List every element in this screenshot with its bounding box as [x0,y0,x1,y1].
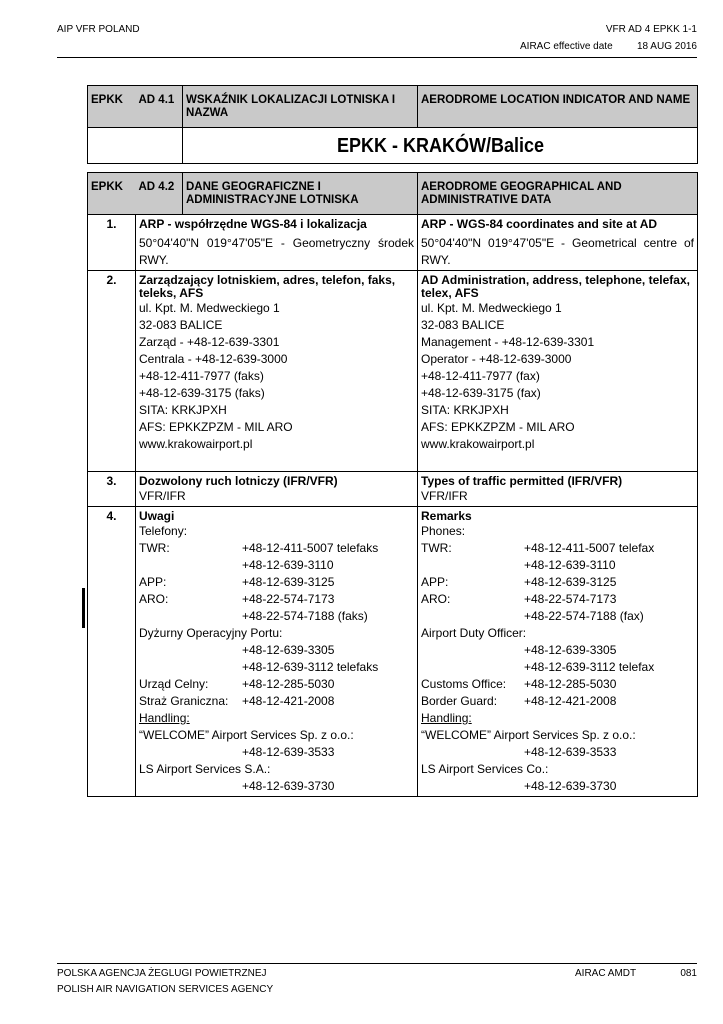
remark-line [421,744,694,761]
remark-line [421,557,694,574]
remark-label: Straż Graniczna: [139,694,229,708]
section-title-en: AERODROME LOCATION INDICATOR AND NAME [418,86,698,128]
amendment-number: 081 [680,968,697,979]
list-item: AFS: EPKKZPZM - MIL ARO [139,420,293,434]
remark-text: Dyżurny Operacyjny Portu: [139,626,283,640]
item-heading: ARP - współrzędne WGS-84 i lokalizacja [139,217,367,231]
remark-line [139,523,414,540]
indicator-code: EPKK [88,173,136,215]
remark-line [139,557,414,574]
remark-text: +48-12-639-3110 [524,558,616,572]
remark-text: +48-22-574-7188 (fax) [524,609,644,623]
remark-text: +48-12-639-3110 [242,558,334,572]
remark-line [421,659,694,676]
item-en [418,472,698,507]
footer-rule [57,963,697,964]
change-bar [82,588,85,628]
handling-heading: Handling: [139,711,190,725]
header-rule [57,57,697,58]
remark-line [421,642,694,659]
remark-text: +48-22-574-7173 [524,592,617,606]
handling-heading: Handling: [421,711,472,725]
remark-line [421,523,694,540]
remark-text: +48-22-574-7173 [242,592,335,606]
section-number: AD 4.1 [136,86,183,128]
arp-site: RWY. [139,253,169,267]
item-en [418,507,698,797]
list-item: SITA: KRKJPXH [421,403,509,417]
section-number: AD 4.2 [136,173,183,215]
remark-text: +48-12-639-3112 telefaks [242,660,379,674]
remark-text: +48-12-639-3305 [242,643,335,657]
item-heading: ARP - WGS-84 coordinates and site at AD [421,217,658,231]
section-title-pl: WSKAŹNIK LOKALIZACJI LOTNISKA I NAZWA [183,86,418,128]
remark-text: +48-12-421-2008 [242,694,335,708]
remark-text: +48-12-421-2008 [524,694,617,708]
remark-label: Border Guard: [421,694,498,708]
remark-line [139,744,414,761]
remark-text: +48-12-639-3125 [242,575,335,589]
remark-line [139,693,414,710]
list-item: +48-12-639-3175 (faks) [139,386,265,400]
remark-text: +48-12-639-3533 [242,745,335,759]
item-number: 1. [88,215,136,271]
remark-text: Phones: [421,524,466,538]
list-item: +48-12-411-7977 (faks) [139,369,264,383]
item-en [418,215,698,271]
list-item: Zarząd - +48-12-639-3301 [139,335,280,349]
remark-line [139,574,414,591]
item-pl [136,507,418,797]
remark-line [139,761,414,778]
item-heading: AD Administration, address, telephone, telefax, telex, AFS [421,273,690,300]
remark-line [421,574,694,591]
remark-line [139,727,414,744]
arp-site: RWY. [421,253,451,267]
table-ad41 [87,85,698,164]
item-number: 4. [88,507,136,797]
remark-line [421,591,694,608]
remark-label: TWR: [421,541,452,555]
section-title-en: AERODROME GEOGRAPHICAL AND ADMINISTRATIVE DATA [418,173,698,215]
remark-line [139,642,414,659]
remark-line [421,778,694,795]
remark-line [139,625,414,642]
item-heading: Zarządzający lotniskiem, adres, telefon, faks, teleks, AFS [139,273,396,300]
remark-text: +48-12-285-5030 [242,677,335,691]
list-item: Management - +48-12-639-3301 [421,335,595,349]
remark-line [421,761,694,778]
remark-text: +48-22-574-7188 (faks) [242,609,368,623]
remark-text: +48-12-411-5007 telefaks [242,541,379,555]
list-item: SITA: KRKJPXH [139,403,227,417]
remark-text: +48-12-639-3125 [524,575,617,589]
amendment-label: AIRAC AMDT [575,968,637,979]
remark-text: +48-12-639-3533 [524,745,617,759]
list-item: AFS: EPKKZPZM - MIL ARO [421,420,575,434]
remark-line [421,727,694,744]
item-value: VFR/IFR [421,489,468,503]
remark-text: LS Airport Services Co.: [421,762,549,776]
doc-header-page-id: VFR AD 4 EPKK 1-1 [605,24,697,35]
remark-line [421,625,694,642]
list-item: 32-083 BALICE [139,318,223,332]
item-heading: Dozwolony ruch lotniczy (IFR/VFR) [139,474,338,488]
item-pl [136,271,418,472]
remark-text: +48-12-285-5030 [524,677,617,691]
item-heading: Remarks [421,509,472,523]
table-row [88,271,698,472]
list-item: ul. Kpt. M. Medweckiego 1 [139,301,280,315]
remark-text: +48-12-639-3730 [524,779,617,793]
remark-label: TWR: [139,541,170,555]
remark-line [421,540,694,557]
table-row [88,215,698,271]
footer-agency-en: POLISH AIR NAVIGATION SERVICES AGENCY [57,984,274,995]
arp-coordinates: 50°04'40"N 019°47'05"E - Geometryczny środek [139,236,414,250]
remark-label: APP: [421,575,449,589]
aerodrome-name-row [88,128,698,164]
item-pl [136,472,418,507]
remark-line [139,659,414,676]
list-item: 32-083 BALICE [421,318,505,332]
remark-line [421,608,694,625]
remark-label: APP: [139,575,167,589]
remark-label: Customs Office: [421,677,507,691]
remark-line [139,608,414,625]
remark-text: +48-12-639-3305 [524,643,617,657]
table-row [88,507,698,797]
remark-text: LS Airport Services S.A.: [139,762,271,776]
remark-line [421,693,694,710]
table-ad41-header [88,86,698,128]
remark-text: +48-12-411-5007 telefax [524,541,655,555]
remark-text: +48-12-639-3730 [242,779,335,793]
doc-header-left: AIP VFR POLAND [57,24,140,35]
remark-text: Telefony: [139,524,188,538]
table-row [88,472,698,507]
remark-text: “WELCOME” Airport Services Sp. z o.o.: [139,728,354,742]
remark-line [139,540,414,557]
remark-label: ARO: [139,592,169,606]
section-title-pl: DANE GEOGRAFICZNE I ADMINISTRACYJNE LOTNISKA [183,173,418,215]
list-item: Operator - +48-12-639-3000 [421,352,572,366]
arp-coordinates: 50°04'40"N 019°47'05"E - Geometrical centre of [421,236,694,250]
effective-date: 18 AUG 2016 [636,41,697,52]
item-heading: Types of traffic permitted (IFR/VFR) [421,474,623,488]
table-ad42 [87,172,698,797]
remark-label: ARO: [421,592,451,606]
aerodrome-name: EPKK - KRAKÓW/Balice [208,128,672,164]
item-number: 3. [88,472,136,507]
footer-agency-pl: POLSKA AGENCJA ŻEGLUGI POWIETRZNEJ [57,968,267,979]
remark-text: +48-12-639-3112 telefax [524,660,655,674]
remark-text: Airport Duty Officer: [421,626,527,640]
table-ad42-header [88,173,698,215]
effective-date-label: AIRAC effective date [520,41,613,52]
remark-line [139,591,414,608]
remark-text: “WELCOME” Airport Services Sp. z o.o.: [421,728,636,742]
list-item: Centrala - +48-12-639-3000 [139,352,288,366]
remark-line [421,676,694,693]
indicator-code: EPKK [88,86,136,128]
remark-line [139,676,414,693]
website-link: www.krakowairport.pl [139,437,253,451]
item-value: VFR/IFR [139,489,186,503]
list-item: +48-12-411-7977 (fax) [421,369,540,383]
item-number: 2. [88,271,136,472]
item-en [418,271,698,472]
list-item: +48-12-639-3175 (fax) [421,386,541,400]
item-heading: Uwagi [139,509,175,523]
website-link: www.krakowairport.pl [421,437,535,451]
item-pl [136,215,418,271]
remark-line [139,778,414,795]
list-item: ul. Kpt. M. Medweckiego 1 [421,301,562,315]
remark-label: Urząd Celny: [139,677,209,691]
